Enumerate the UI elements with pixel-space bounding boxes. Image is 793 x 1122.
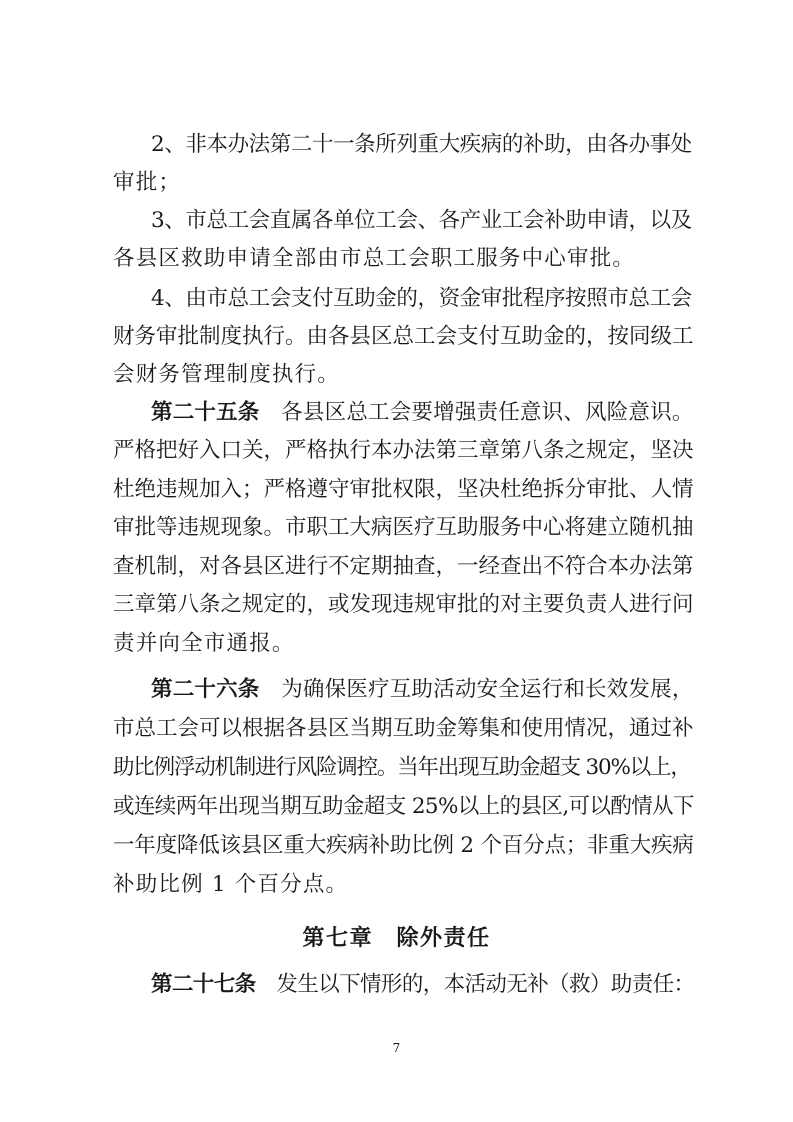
article-26-label: 第二十六条 [151,677,260,702]
paragraph-line: 4、由市总工会支付互助金的，资金审批程序按照市总工会 [151,286,692,311]
paragraph-line: 补助比例 1 个百分点。 [113,872,349,897]
chapter-heading: 第七章 除外责任 [302,925,491,951]
paragraph-line: 查机制，对各县区进行不定期抽查，一经查出不符合本办法第 [113,554,694,579]
paragraph-line: 会财务管理制度执行。 [113,362,341,387]
paragraph-line: 2、非本办法第二十一条所列重大疾病的补助，由各办事处 [151,132,692,157]
paragraph-line: 财务审批制度执行。由各县区总工会支付互助金的，按同级工 [113,324,694,349]
paragraph-line: 三章第八条之规定的，或发现违规审批的对主要负责人进行问 [113,592,694,617]
paragraph-line: 审批； [113,170,182,195]
article-26-text: 为确保医疗互助活动安全运行和长效发展， [281,677,694,702]
article-26-line [151,675,693,705]
article-27-text: 发生以下情形的，本活动无补（救）助责任： [276,972,695,997]
paragraph-line: 助比例浮动机制进行风险调控。当年出现互助金超支 30%以上， [113,755,691,780]
article-27-line [151,970,693,1000]
paragraph-line: 各县区救助申请全部由市总工会职工服务中心审批。 [113,246,636,271]
paragraph-line: 严格把好入口关，严格执行本办法第三章第八条之规定，坚决 [113,438,694,463]
article-27-label: 第二十七条 [151,972,256,997]
paragraph-line: 一年度降低该县区重大疾病补助比例 2 个百分点；非重大疾病 [113,833,694,858]
paragraph-line: 审批等违规现象。市职工大病医疗互助服务中心将建立随机抽 [113,515,694,540]
paragraph-line: 3、市总工会直属各单位工会、各产业工会补助申请，以及 [151,208,692,233]
paragraph-line: 责并向全市通报。 [113,631,295,656]
article-25-line [151,398,693,428]
paragraph-line: 或连续两年出现当期互助金超支 25%以上的县区,可以酌情从下 [113,794,694,819]
article-25-label: 第二十五条 [151,400,260,425]
article-25-text: 各县区总工会要增强责任意识、风险意识。 [281,400,694,425]
paragraph-line: 杜绝违规加入；严格遵守审批权限，坚决杜绝拆分审批、人情 [113,477,694,502]
paragraph-line: 市总工会可以根据各县区当期互助金筹集和使用情况，通过补 [113,716,694,741]
page-number: 7 [392,1041,401,1055]
